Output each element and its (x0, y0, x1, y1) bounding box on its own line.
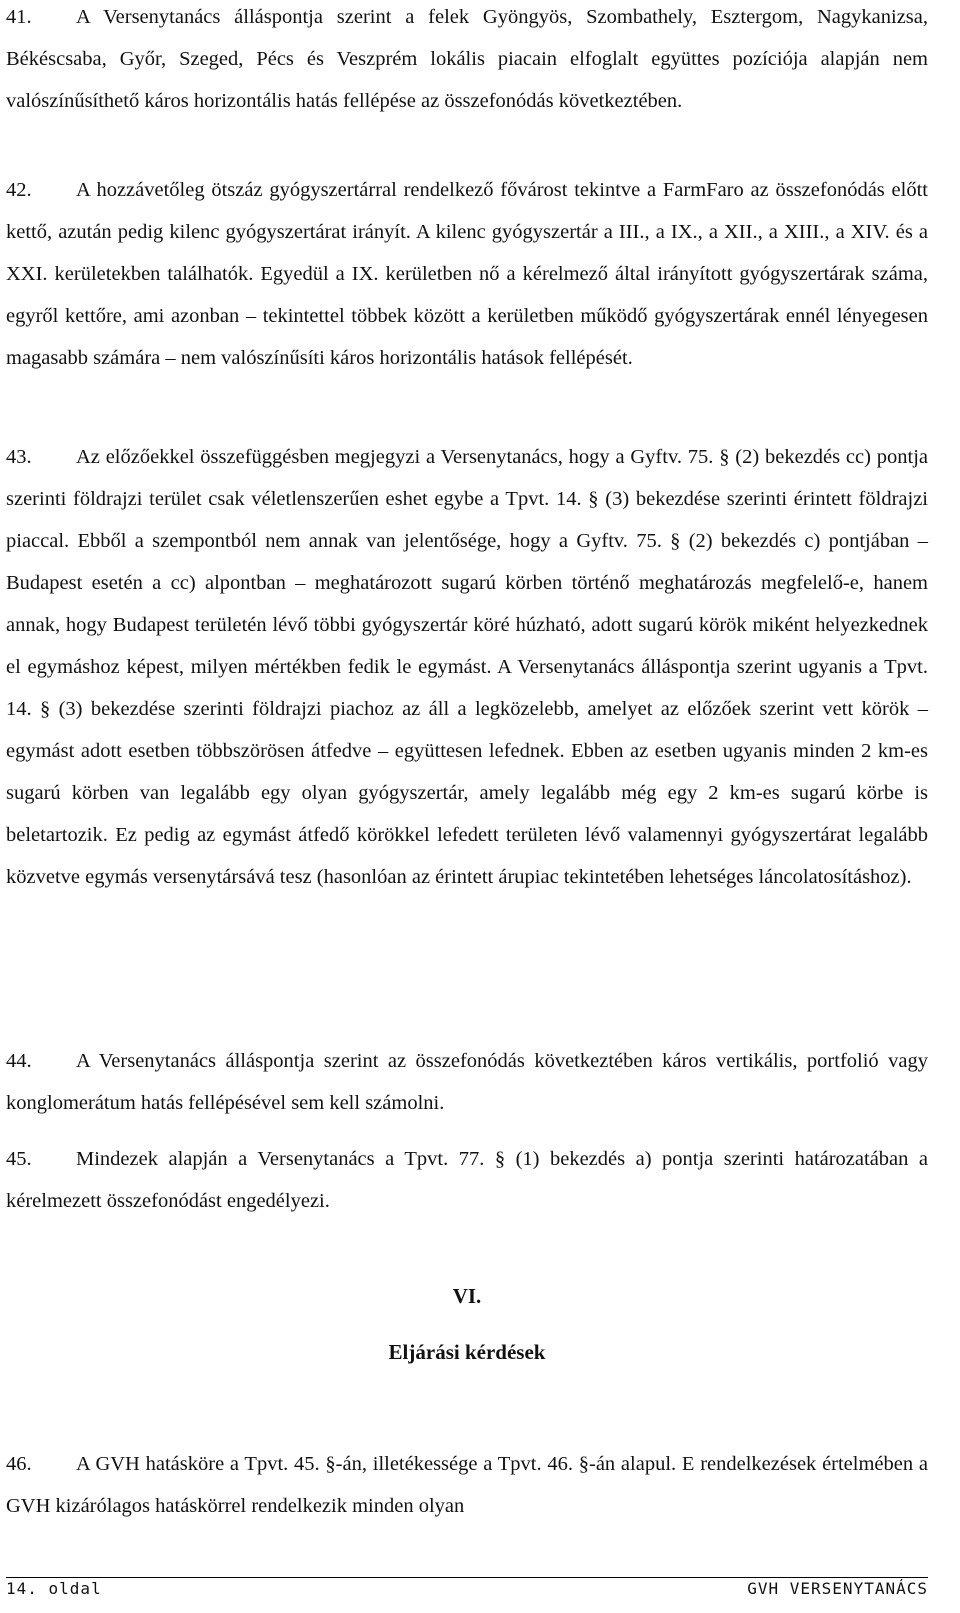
paragraph-43 (6, 436, 928, 898)
paragraph-number: 43. (6, 446, 32, 468)
paragraph-number: 42. (6, 179, 32, 201)
section-number: VI. (452, 1284, 482, 1308)
paragraph-42 (6, 169, 928, 379)
page-number: 14. oldal (6, 1579, 102, 1598)
paragraph-text: Az előzőekkel összefüggésben megjegyzi a Versenytanács, hogy a Gyftv. 75. § (2) bekezdés cc) pontja szerinti földrajzi terület csak véletlenszerűen eshet egybe a Tpvt. 14. § (3) bekezdése szerinti érintett földrajzi piaccal. Ebből a szempontból nem annak van jelentősége, hogy a Gyftv. 75. § (2) bekezdés c) pontjában – Budapest esetén a cc) alpontban – meghatározott sugarú körben történő meghatározás megfelelő-e, hanem annak, hogy Budapest területén lévő többi gyógyszertár köré húzható, adott sugarú körök miként helyezkednek el egymáshoz képest, milyen mértékben fedik le egymást. A Versenytanács álláspontja szerint ugyanis a Tpvt. 14. § (3) bekezdése szerinti földrajzi piachoz az áll a legközelebb, amelyet az előzőek szerint vett körök – egymást adott esetben többszörösen átfedve – együttesen lefednek. Ebben az esetben ugyanis minden 2 km-es sugarú körben van legalább egy olyan gyógyszertár, amely legalább még egy 2 km-es sugarú körbe is beletartozik. Ez pedig az egymást átfedő körökkel lefedett területen lévő valamennyi gyógyszertárat legalább közvetve egymás versenytársává tesz (hasonlóan az érintett árupiac tekintetében lehetséges láncolatosításhoz). (6, 446, 928, 888)
paragraph-44 (6, 1040, 928, 1124)
paragraph-45 (6, 1138, 928, 1222)
section-title: Eljárási kérdések (388, 1340, 546, 1364)
paragraph-number: 46. (6, 1453, 32, 1475)
footer-organization: GVH VERSENYTANÁCS (747, 1579, 928, 1598)
paragraph-text: A GVH hatásköre a Tpvt. 45. §-án, illetékessége a Tpvt. 46. §-án alapul. E rendelkezések értelmében a GVH kizárólagos hatáskörrel rendelkezik minden olyan (6, 1453, 928, 1517)
paragraph-41 (6, 0, 928, 122)
paragraph-text: A hozzávetőleg ötszáz gyógyszertárral rendelkező fővárost tekintve a FarmFaro az összefonódás előtt kettő, azután pedig kilenc gyógyszertárat irányít. A kilenc gyógyszertár a III., a IX., a XII., a XIII., a XIV. és a XXI. kerületekben találhatók. Egyedül a IX. kerületben nő a kérelmező által irányított gyógyszertárak száma, egyről kettőre, ami azonban – tekintettel többek között a kerületben működő gyógyszertárak ennél lényegesen magasabb számára – nem valószínűsíti káros horizontális hatások fellépését. (6, 179, 928, 369)
footer-divider (6, 1577, 928, 1578)
paragraph-number: 41. (6, 6, 32, 28)
page-footer (6, 1577, 928, 1607)
paragraph-text: A Versenytanács álláspontja szerint a felek Gyöngyös, Szombathely, Esztergom, Nagykanizsa, Békéscsaba, Győr, Szeged, Pécs és Veszprém lokális piacain elfoglalt együttes pozíciója alapján nem valószínűsíthető káros horizontális hatás fellépése az összefonódás következtében. (6, 6, 928, 112)
paragraph-text: A Versenytanács álláspontja szerint az összefonódás következtében káros vertikális, portfolió vagy konglomerátum hatás fellépésével sem kell számolni. (6, 1050, 928, 1114)
paragraph-number: 45. (6, 1148, 32, 1170)
paragraph-number: 44. (6, 1050, 32, 1072)
paragraph-46 (6, 1443, 928, 1527)
paragraph-text: Mindezek alapján a Versenytanács a Tpvt. 77. § (1) bekezdés a) pontja szerinti határozatában a kérelmezett összefonódást engedélyezi. (6, 1148, 928, 1212)
